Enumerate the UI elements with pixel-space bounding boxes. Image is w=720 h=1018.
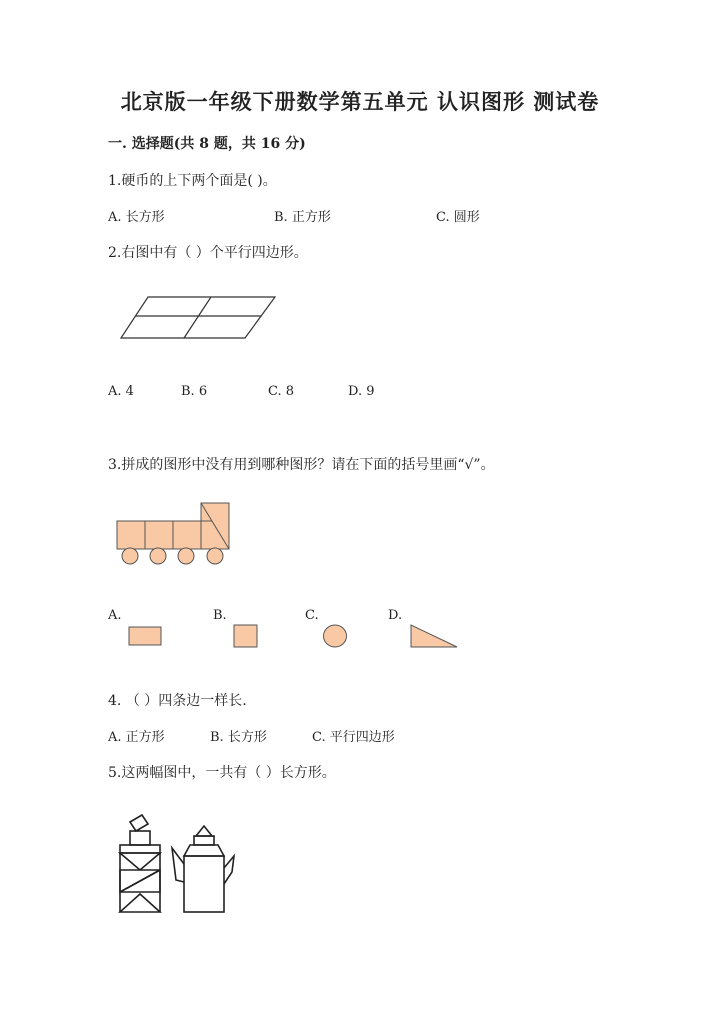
left-figure-bar-1	[120, 845, 160, 853]
circle-option-shape	[322, 624, 348, 648]
question-3-option-d: D.	[388, 608, 403, 623]
question-4-option-b: B. 长方形	[210, 730, 267, 745]
question-5-text: 5.这两幅图中，一共有（ ）长方形。	[108, 765, 336, 781]
kettle-spout	[224, 856, 234, 884]
question-2-option-c: C. 8	[268, 384, 295, 399]
wheel-2	[150, 548, 166, 564]
question-1-option-c: C. 圆形	[436, 210, 480, 225]
question-4-option-a: A. 正方形	[108, 730, 165, 745]
left-figure-head	[130, 831, 150, 845]
left-figure-triangle-down	[120, 853, 160, 870]
question-1-option-b: B. 正方形	[274, 210, 331, 225]
parallelogram-grid-figure	[118, 294, 278, 340]
question-3-text: 3.拼成的图形中没有用到哪种图形？请在下面的括号里画“√”。	[108, 457, 495, 473]
truck-square-1	[117, 521, 145, 549]
kettle-handle	[172, 848, 184, 882]
kettle-top-triangle	[196, 826, 212, 836]
question-2-option-d: D. 9	[348, 384, 375, 399]
square-option-shape	[233, 624, 259, 648]
kettle-shoulder	[184, 845, 224, 856]
triangle-option-shape	[410, 624, 460, 648]
question-3-option-b: B.	[213, 608, 227, 623]
left-figure-top-square	[130, 815, 148, 831]
page-title: 北京版一年级下册数学第五单元 认识图形 测试卷	[120, 89, 600, 114]
two-figures-drawing	[106, 808, 238, 916]
kettle-body	[184, 856, 224, 912]
truck-figure	[116, 502, 232, 566]
question-2-option-a: A. 4	[108, 384, 134, 399]
rectangle-option-shape	[128, 626, 162, 646]
left-figure-triangle-up	[120, 894, 160, 912]
left-figure-triangle-mid-2	[120, 870, 160, 892]
question-1-text: 1.硬币的上下两个面是( )。	[108, 173, 277, 189]
question-3-option-c: C.	[305, 608, 319, 623]
slanted-divider	[184, 297, 211, 338]
truck-square-3	[173, 521, 201, 549]
question-2-option-b: B. 6	[181, 384, 208, 399]
wheel-1	[122, 548, 138, 564]
wheel-4	[207, 548, 223, 564]
question-2-text: 2.右图中有（ ）个平行四边形。	[108, 245, 308, 261]
truck-square-2	[145, 521, 173, 549]
question-1-option-a: A. 长方形	[108, 210, 165, 225]
kettle-lid	[194, 836, 214, 845]
section-heading: 一. 选择题(共 8 题，共 16 分)	[108, 136, 306, 152]
question-4-option-c: C. 平行四边形	[312, 730, 395, 745]
question-4-text: 4. （ ）四条边一样长.	[108, 693, 247, 709]
question-3-option-a: A.	[108, 608, 122, 623]
wheel-3	[178, 548, 194, 564]
